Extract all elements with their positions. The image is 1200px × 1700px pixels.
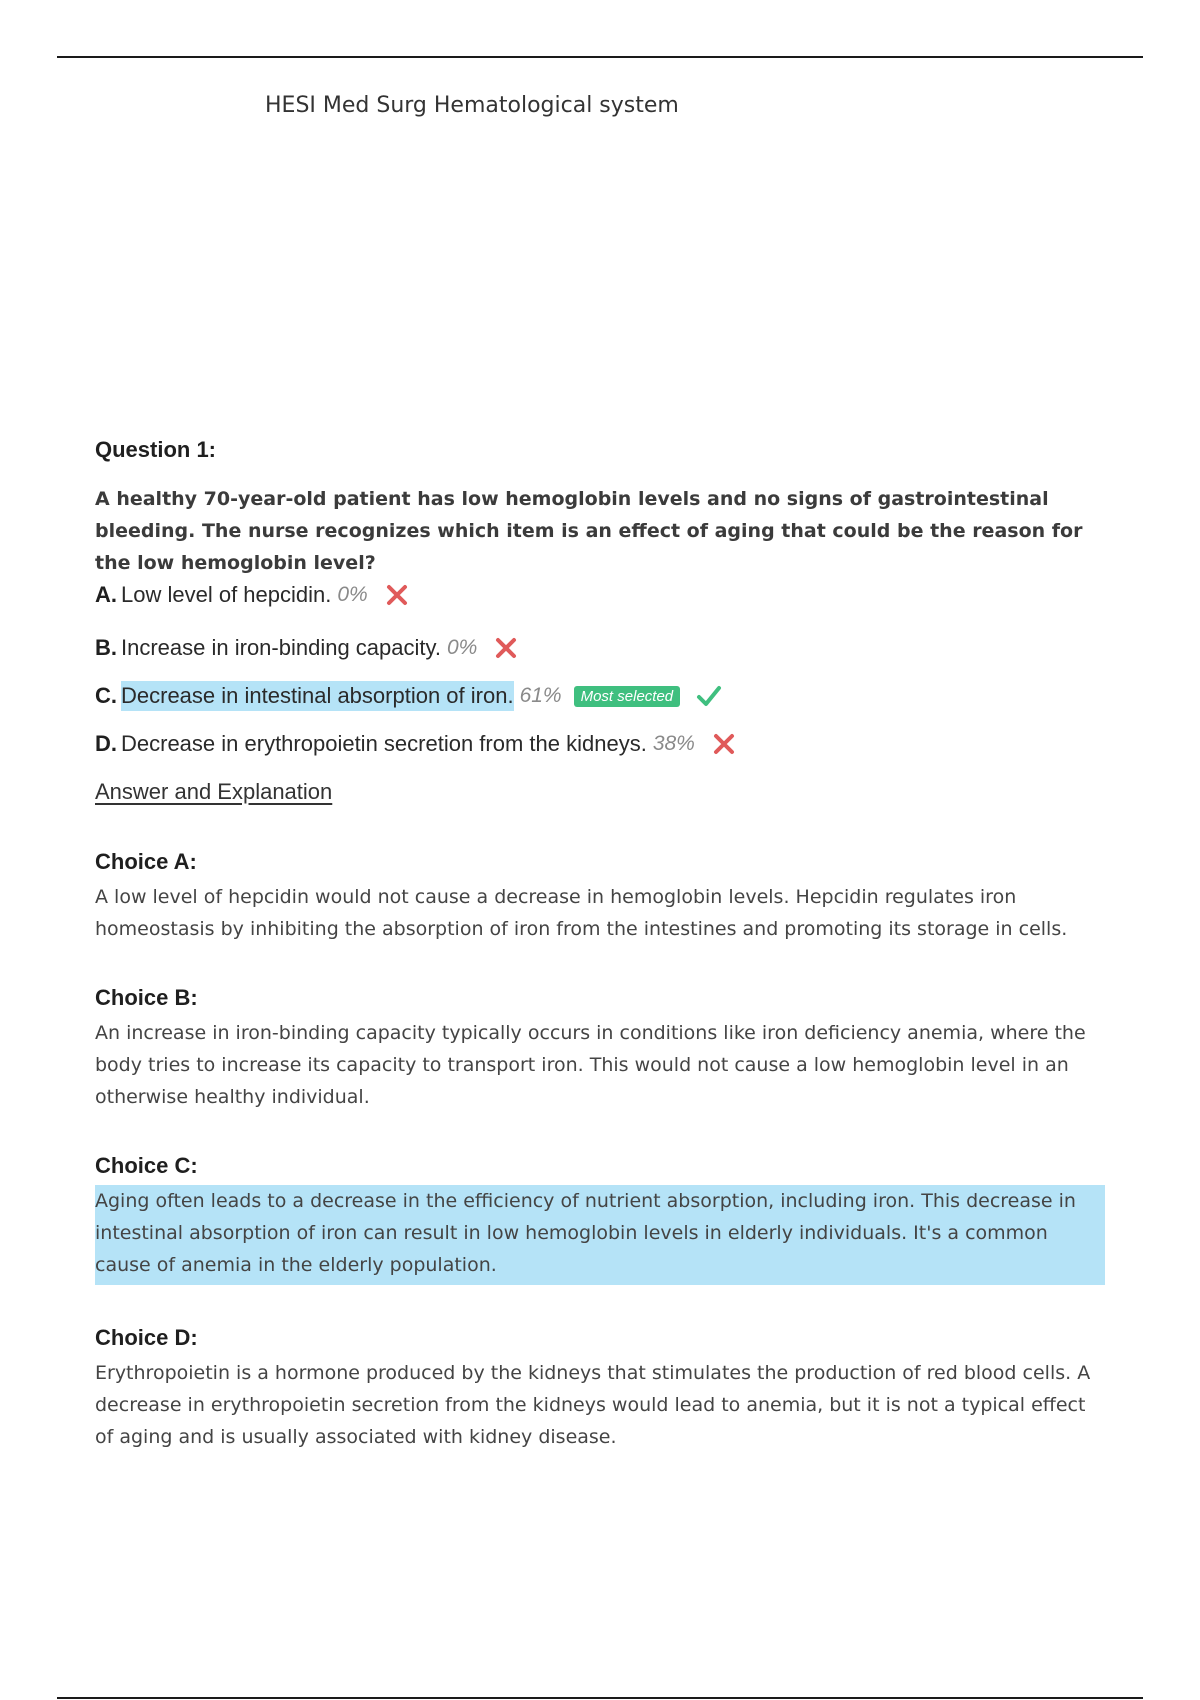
choice-text: An increase in iron-binding capacity typically occurs in conditions like iron deficiency anemia, where the body tries to increase its capacity to transport iron. This would not cause a low hemoglobin level in an otherwise healthy individual. <box>95 1022 1086 1108</box>
option-percent: 0% <box>447 636 478 659</box>
choice-d-explanation <box>95 1325 1105 1453</box>
option-c[interactable] <box>95 671 1105 721</box>
bottom-rule <box>57 1697 1143 1699</box>
answer-explanation-link[interactable]: Answer and Explanation <box>95 779 333 804</box>
cross-icon <box>493 635 519 661</box>
answer-options <box>95 579 1105 767</box>
choice-label: Choice C: <box>95 1153 198 1178</box>
choice-a-explanation <box>95 849 1105 945</box>
choice-label: Choice D: <box>95 1325 198 1350</box>
choice-label: Choice B: <box>95 985 198 1010</box>
option-percent: 0% <box>337 583 368 606</box>
option-letter: B. <box>95 635 117 660</box>
option-percent: 38% <box>652 732 695 755</box>
top-rule <box>57 56 1143 58</box>
question-content <box>95 437 1105 1453</box>
choice-text: Erythropoietin is a hormone produced by the kidneys that stimulates the production of red blood cells. A decrease in erythropoietin secretion from the kidneys would lead to anemia, but it is not a typical effect of aging and is usually associated with kidney disease. <box>95 1362 1091 1448</box>
choice-label: Choice A: <box>95 849 197 874</box>
option-percent: 61% <box>519 684 562 707</box>
option-text: Decrease in erythropoietin secretion from the kidneys. <box>121 731 647 756</box>
option-b[interactable] <box>95 625 1105 671</box>
question-heading: Question 1: <box>95 437 217 462</box>
option-letter: C. <box>95 683 117 708</box>
option-text: Low level of hepcidin. <box>121 582 332 607</box>
choice-text: A low level of hepcidin would not cause a decrease in hemoglobin levels. Hepcidin regulates iron homeostasis by inhibiting the absorption of iron from the intestines and promoting its storage in cells. <box>95 886 1068 940</box>
option-text: Decrease in intestinal absorption of iron. <box>121 681 514 711</box>
option-a[interactable] <box>95 579 1105 611</box>
choice-c-explanation <box>95 1153 1105 1285</box>
option-letter: D. <box>95 731 117 756</box>
most-selected-badge: Most selected <box>574 686 681 707</box>
option-letter: A. <box>95 582 117 607</box>
check-icon <box>696 683 722 709</box>
cross-icon <box>711 731 737 757</box>
choice-text: Aging often leads to a decrease in the efficiency of nutrient absorption, including iron. This decrease in intestinal absorption of iron can result in low hemoglobin levels in elderly individuals. It's a common cause of anemia in the elderly population. <box>95 1185 1105 1285</box>
option-text: Increase in iron-binding capacity. <box>121 635 441 660</box>
cross-icon <box>384 582 410 608</box>
choice-b-explanation <box>95 985 1105 1113</box>
option-d[interactable] <box>95 721 1105 767</box>
question-text: A healthy 70-year-old patient has low hemoglobin levels and no signs of gastrointestinal bleeding. The nurse recognizes which item is an effect of aging that could be the reason for the low hemoglobin level? <box>95 488 1083 574</box>
document-title: HESI Med Surg Hematological system <box>265 93 679 118</box>
